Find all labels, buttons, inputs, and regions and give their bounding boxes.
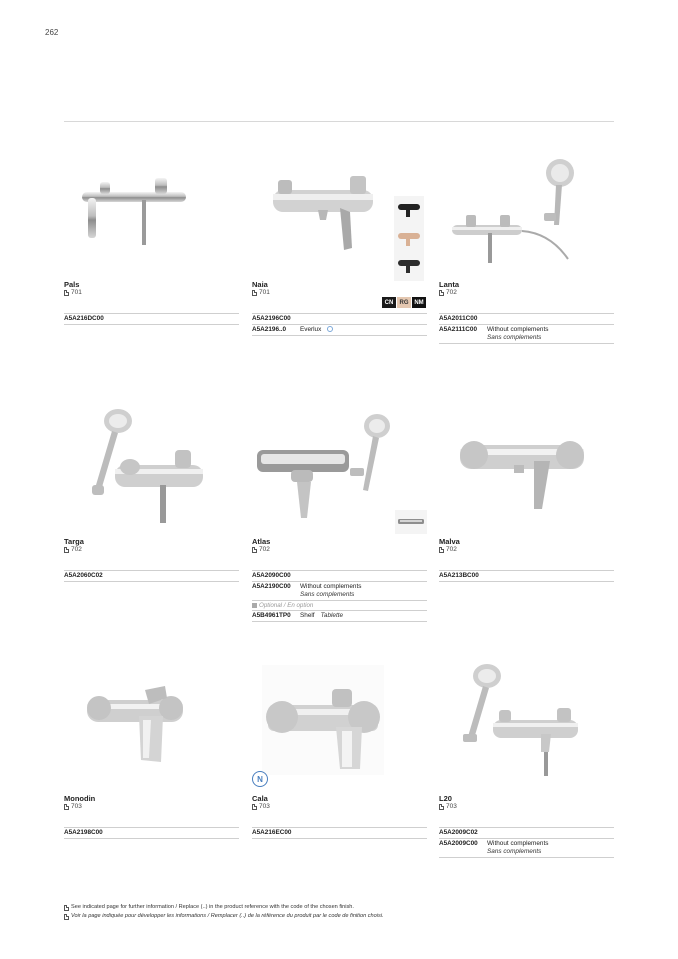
product-description xyxy=(300,612,343,620)
product-code: A5A216DC00 xyxy=(64,315,104,322)
cala-page-number: 703 xyxy=(259,803,270,810)
monodin-page-ref xyxy=(64,803,82,810)
footer-text-en: See indicated page for further information / Replace (..) in the product reference with the code of the chosen finish. xyxy=(71,904,354,910)
product-code: A5A2111C00 xyxy=(439,326,478,333)
lanta-page-ref xyxy=(439,289,457,296)
footer-note xyxy=(64,903,384,921)
naia-title: Naia xyxy=(252,280,268,289)
table-row xyxy=(252,827,427,839)
product-code: A5A2009C02 xyxy=(439,829,478,836)
pals-page-number: 701 xyxy=(71,289,82,296)
product-code: A5A216EC00 xyxy=(252,829,292,836)
document-icon xyxy=(64,914,69,920)
document-icon xyxy=(252,547,257,553)
description-en: Without complements xyxy=(300,583,362,590)
targa-page-number: 702 xyxy=(71,546,82,553)
new-product-badge: N xyxy=(252,771,268,787)
swatch-nm: NM xyxy=(412,297,426,308)
document-icon xyxy=(252,290,257,296)
monodin-product-image xyxy=(85,680,185,765)
product-code: A5A2090C00 xyxy=(252,572,291,579)
product-description xyxy=(487,326,548,342)
table-row xyxy=(252,313,427,324)
atlas-page-number: 702 xyxy=(259,546,270,553)
document-icon xyxy=(439,547,444,553)
monodin-code-table xyxy=(64,827,239,839)
description-fr: Tablette xyxy=(320,612,344,619)
table-row xyxy=(252,570,427,581)
table-row xyxy=(252,581,427,600)
targa-code-table xyxy=(64,570,239,582)
product-code: A5B4961TP0 xyxy=(252,612,291,619)
l20-page-ref xyxy=(439,803,457,810)
lanta-code-table xyxy=(439,313,614,344)
product-description xyxy=(300,326,333,334)
naia-product-image xyxy=(268,172,378,252)
document-icon xyxy=(252,804,257,810)
finish-everlux: Everlux xyxy=(300,326,333,334)
naia-finish-thumbnails xyxy=(394,196,424,281)
optional-label xyxy=(252,600,427,610)
targa-title: Targa xyxy=(64,537,84,546)
l20-product-image xyxy=(445,662,580,777)
product-code: A5A2198C00 xyxy=(64,829,103,836)
malva-product-image xyxy=(458,425,588,510)
naia-code-table xyxy=(252,313,427,336)
optional-text: Optional / En option xyxy=(259,602,314,609)
pals-title: Pals xyxy=(64,280,80,289)
table-row xyxy=(64,570,239,582)
document-icon xyxy=(64,547,69,553)
description-fr: Sans complements xyxy=(300,591,355,598)
atlas-page-ref xyxy=(252,546,270,553)
l20-title: L20 xyxy=(439,794,452,803)
malva-title: Malva xyxy=(439,537,460,546)
monodin-page-number: 703 xyxy=(71,803,82,810)
document-icon xyxy=(439,290,444,296)
swatch-cn: CN xyxy=(382,297,396,308)
pals-code-table xyxy=(64,313,239,325)
everlux-icon xyxy=(327,326,333,332)
lanta-title: Lanta xyxy=(439,280,460,289)
product-code: A5A2196..0 xyxy=(252,326,287,333)
top-divider xyxy=(64,121,614,122)
atlas-title: Atlas xyxy=(252,537,271,546)
cala-page-ref xyxy=(252,803,270,810)
footer-line-fr xyxy=(64,912,384,921)
malva-page-ref xyxy=(439,546,457,553)
cala-code-table xyxy=(252,827,427,839)
table-row xyxy=(64,827,239,839)
malva-code-table xyxy=(439,570,614,582)
malva-page-number: 702 xyxy=(446,546,457,553)
monodin-title: Monodin xyxy=(64,794,96,803)
description-fr: Sans complements xyxy=(487,334,542,341)
description-en: Without complements xyxy=(487,840,549,847)
product-description xyxy=(487,840,548,856)
naia-page-ref xyxy=(252,289,270,296)
naia-page-number: 701 xyxy=(259,289,270,296)
swatch-rg: RG xyxy=(397,297,411,308)
cala-product-image xyxy=(262,665,384,775)
naia-finish-swatches xyxy=(382,297,426,308)
table-row xyxy=(252,324,427,336)
table-row xyxy=(439,838,614,858)
footer-line-en xyxy=(64,903,384,912)
product-code: A5A213BC00 xyxy=(439,572,479,579)
atlas-shelf-thumbnail xyxy=(395,510,427,534)
document-icon xyxy=(64,804,69,810)
table-row xyxy=(252,610,427,622)
document-icon xyxy=(64,290,69,296)
table-row xyxy=(439,570,614,582)
product-code: A5A2011C00 xyxy=(439,315,478,322)
pals-page-ref xyxy=(64,289,82,296)
targa-page-ref xyxy=(64,546,82,553)
product-code: A5A2190C00 xyxy=(252,583,291,590)
product-description xyxy=(300,583,361,599)
square-icon xyxy=(252,603,257,608)
page-number: 262 xyxy=(45,28,59,37)
product-code: A5A2060C02 xyxy=(64,572,103,579)
product-code: A5A2009C00 xyxy=(439,840,478,847)
description-en: Shelf xyxy=(300,612,315,619)
targa-product-image xyxy=(70,405,205,525)
table-row xyxy=(64,313,239,325)
document-icon xyxy=(64,905,69,911)
product-code: A5A2196C00 xyxy=(252,315,291,322)
l20-code-table xyxy=(439,827,614,858)
description-fr: Sans complements xyxy=(487,848,542,855)
atlas-product-image xyxy=(255,410,395,522)
document-icon xyxy=(439,804,444,810)
lanta-product-image xyxy=(450,155,580,265)
atlas-code-table xyxy=(252,570,427,622)
cala-title: Cala xyxy=(252,794,268,803)
table-row xyxy=(439,827,614,838)
table-row xyxy=(439,313,614,324)
table-row xyxy=(439,324,614,344)
pals-product-image xyxy=(80,170,190,250)
footer-text-fr: Voir la page indiquée pour développer les informations / Remplacer (..) de la référence du produit par le code de finition choisi. xyxy=(71,913,384,919)
lanta-page-number: 702 xyxy=(446,289,457,296)
description-en: Without complements xyxy=(487,326,549,333)
l20-page-number: 703 xyxy=(446,803,457,810)
